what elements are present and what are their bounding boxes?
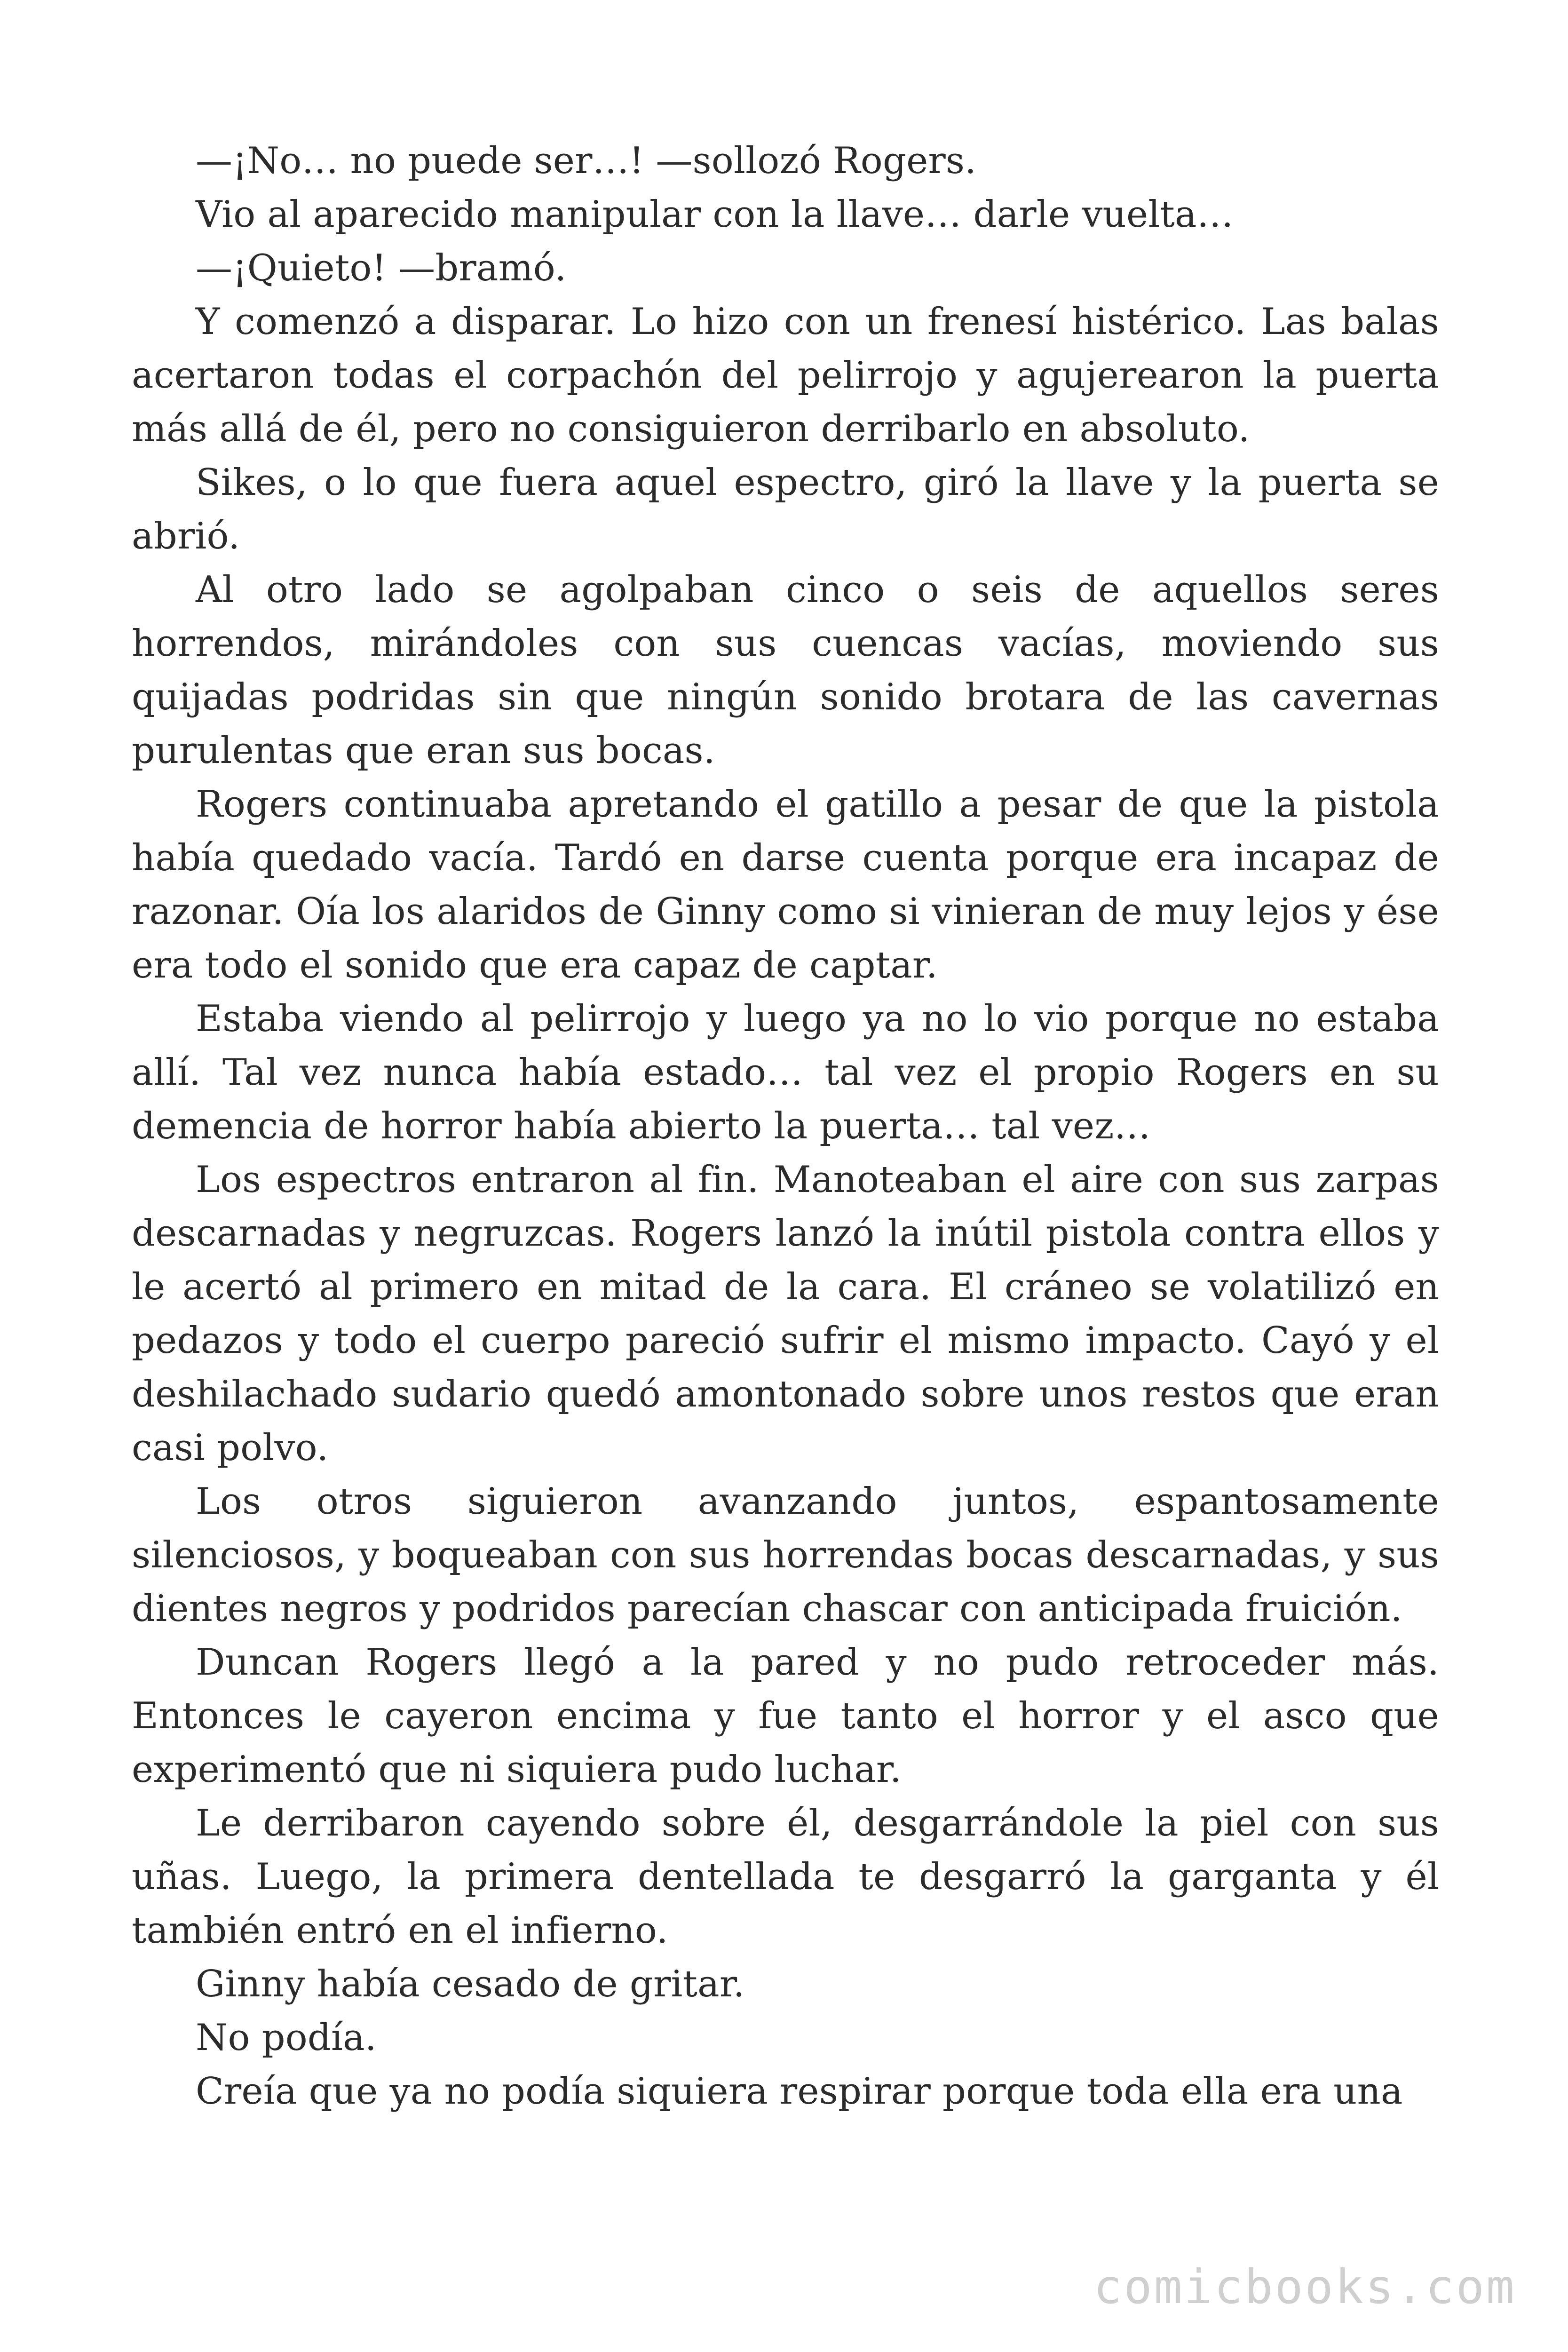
paragraph-12: Le derribaron cayendo sobre él, desgarrándole la piel con sus uñas. Luego, la primera dentellada te desgarró la garganta y él también entró en el infierno. (132, 1802, 1439, 1952)
paragraph-1: —¡No… no puede ser…! —sollozó Rogers. (196, 140, 977, 182)
paragraph-11: Duncan Rogers llegó a la pared y no pudo retroceder más. Entonces le cayeron encima y fue tanto el horror y el asco que experimentó que ni siquiera pudo luchar. (132, 1641, 1439, 1791)
paragraph-9: Los espectros entraron al fin. Manoteaban el aire con sus zarpas descarnadas y negruzcas. Rogers lanzó la inútil pistola contra ellos y le acertó al primero en mitad de la cara. El cráneo se volatilizó en pedazos y todo el cuerpo pareció sufrir el mismo impacto. Cayó y el deshilachado sudario quedó amontonado sobre unos restos que eran casi polvo. (132, 1159, 1439, 1469)
paragraph-15: Creía que ya no podía siquiera respirar porque toda ella era una (196, 2070, 1403, 2113)
paragraph-8: Estaba viendo al pelirrojo y luego ya no lo vio porque no estaba allí. Tal vez nunca había estado… tal vez el propio Rogers en su demencia de horror había abierto la puerta… tal vez… (132, 998, 1439, 1147)
paragraph-2: Vio al aparecido manipular con la llave… darle vuelta… (196, 193, 1234, 236)
paragraph-6: Al otro lado se agolpaban cinco o seis de aquellos seres horrendos, mirándoles con sus cuencas vacías, moviendo sus quijadas podridas sin que ningún sonido brotara de las cavernas purulentas que eran sus bocas. (132, 569, 1439, 772)
paragraph-7: Rogers continuaba apretando el gatillo a pesar de que la pistola había quedado vacía. Tardó en darse cuenta porque era incapaz de razonar. Oía los alaridos de Ginny como si vinieran de muy lejos y ése era todo el sonido que era capaz de captar. (132, 783, 1439, 986)
watermark: comicbooks.com (1093, 2259, 1516, 2314)
paragraph-14: No podía. (196, 2017, 377, 2059)
page-body (132, 134, 1439, 2118)
paragraph-4: Y comenzó a disparar. Lo hizo con un frenesí histérico. Las balas acertaron todas el corpachón del pelirrojo y agujerearon la puerta más allá de él, pero no consiguieron derribarlo en absoluto. (132, 301, 1439, 450)
paragraph-5: Sikes, o lo que fuera aquel espectro, giró la llave y la puerta se abrió. (132, 461, 1439, 557)
paragraph-13: Ginny había cesado de gritar. (196, 1963, 745, 2005)
paragraph-10: Los otros siguieron avanzando juntos, espantosamente silenciosos, y boqueaban con sus horrendas bocas descarnadas, y sus dientes negros y podridos parecían chascar con anticipada fruición. (132, 1480, 1439, 1630)
paragraph-3: —¡Quieto! —bramó. (196, 247, 567, 289)
